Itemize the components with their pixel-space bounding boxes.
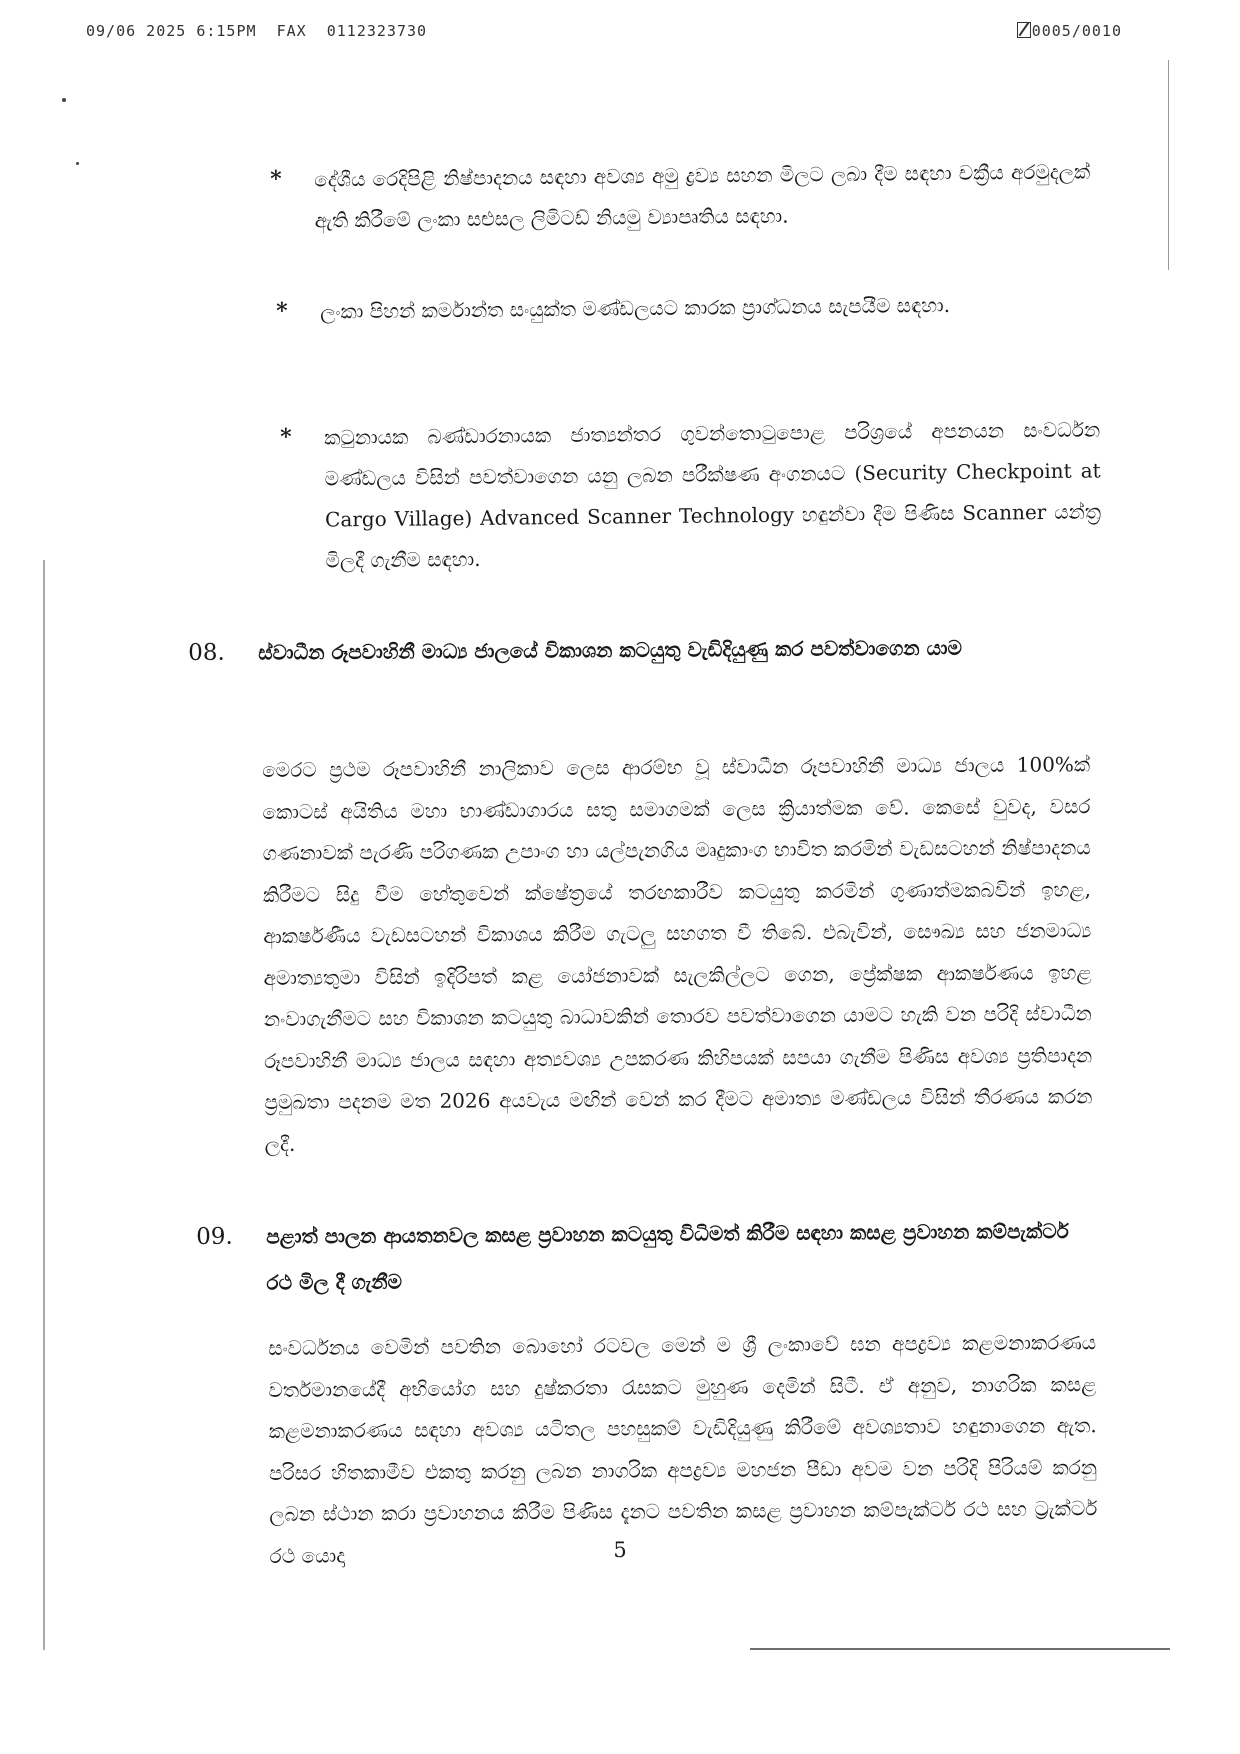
scan-speck — [62, 98, 66, 102]
fax-datetime: 09/06 2025 6:15PM — [86, 22, 257, 40]
section-title: පළාත් පාලන ආයතනවල කසළ ප්‍රවාහන කටයුතු විධිමත් කිරීම සඳහා කසළ ප්‍රවාහන කම්පැක්ටර් රථ මිල දී ගැනීම — [266, 1218, 1069, 1295]
section-title: ස්වාධීන රූපවාහිනී මාධ්‍ය ජාලයේ විකාශන කටයුතු වැඩිදියුණු කර පවත්වාගෙන යාම — [258, 635, 962, 665]
fax-mark-icon — [1017, 22, 1031, 38]
bullet-marker: * — [280, 423, 292, 450]
section-number: 08. — [188, 639, 225, 666]
fax-label: FAX — [276, 22, 307, 40]
scan-edge-line-left — [43, 560, 45, 1650]
bullet-marker: * — [276, 297, 288, 324]
fax-page-counter-text: 0005/0010 — [1031, 22, 1122, 40]
scan-speck — [76, 162, 79, 165]
section-number: 09. — [196, 1223, 233, 1250]
bullet-marker: * — [270, 165, 282, 192]
bullet-text: දේශීය රෙදිපිළි නිෂ්පාදනය සඳහා අවශ්‍ය අමු ද්‍රව්‍ය සහන මිලට ලබා දීම සඳහා චක්‍රීය අරමුදලක් ඇති කිරීමේ ලංකා සළුසල ලිමිටඩ් නියමු ව්‍යාපෘතිය සඳහා. — [314, 159, 1091, 233]
fax-header — [86, 22, 1122, 46]
fax-header-left — [86, 22, 427, 40]
scan-edge-line-right — [1168, 60, 1169, 270]
bullet-item — [280, 409, 1102, 582]
scan-footer-line — [750, 1648, 1170, 1650]
bullet-text: ලංකා පිහන් කර්මාන්ත සංයුක්ත මණ්ඩලයට කාරක ප්‍රාග්ධනය සැපයීම සඳහා. — [320, 292, 951, 324]
fax-number: 0112323730 — [326, 22, 428, 40]
section-body: මෙරට ප්‍රථම රූපවාහිනී නාලිකාව ලෙස ආරම්භ වූ ස්වාධීන රූපවාහිනී මාධ්‍ය ජාලය 100%ක් කොටස් අයිතිය මහා භාණ්ඩාගාරය සතු සමාගමක් ලෙස ක්‍රියාත්මක වේ. කෙසේ වුවද, වසර ගණනාවක් පැරණි පරිගණක උපාංග හා යල්පැනගිය මෘදුකාංග භාවිත කරමින් වැඩසටහන් නිෂ්පාදනය කිරීමට සිදු වීම හේතුවෙන් ක්ෂේත්‍රයේ තරඟකාරීව කටයුතු කරමින් ගුණාත්මකබවින් ඉහළ, ආකර්ෂණීය වැඩසටහන් විකාශය කිරීම ගැටලු සහගත වී තිබේ. එබැවින්, සෞඛ්‍ය සහ ජනමාධ්‍ය අමාත්‍යතුමා විසින් ඉදිරිපත් කළ යෝජනාවක් සැලකිල්ලට ගෙන, ප්‍රේක්ෂක ආකර්ෂණය ඉහළ නංවාගැනීමට සහ විකාශන කටයුතු බාධාවකින් තොරව පවත්වාගෙන යාමට හැකි වන පරිදි ස්වාධීන රූපවාහිනී මාධ්‍ය ජාලය සඳහා අත්‍යවශ්‍ය උපකරණ කිහිපයක් සපයා ගැනීම පිණිස අවශ්‍ය ප්‍රතිපාදන ප්‍රමුඛතා පදනම මත 2026 අයවැය මඟින් වෙන් කර දීමට අමාත්‍ය මණ්ඩලය විසින් තීරණය කරන ලදී. — [262, 752, 1093, 1156]
page-number: 5 — [613, 1538, 627, 1562]
bullet-text: කටුනායක බණ්ඩාරනායක ජාත්‍යන්තර ගුවන්තොටුපොළ පරිශ්‍රයේ අපනයන සංවර්ධන මණ්ඩලය විසින් පවත්වාගෙන යනු ලබන පරීක්ෂණ අංගනයට (Security Checkpoint at Cargo Village) Advanced Scanner Technology හඳුන්වා දීම පිණිස Scanner යන්ත්‍ර මිලදී ගැනීම සඳහා. — [324, 417, 1102, 573]
bullet-item — [276, 283, 1096, 333]
section-body: සංවර්ධනය වෙමින් පවතින බොහෝ රටවල මෙන් ම ශ්‍රී ලංකාවේ ඝන අපද්‍රව්‍ය කළමනාකරණය වර්තමානයේදී අභියෝග සහ දුෂ්කරතා රැසකට මුහුණ දෙමින් සිටී. ඒ අනුව, නාගරික කසළ කළමනාකරණය සඳහා අවශ්‍ය යටිතල පහසුකම් වැඩිදියුණු කිරීමේ අවශ්‍යතාව හඳුනාගෙන ඇත. පරිසර හිතකාමීව එකතු කරනු ලබන නාගරික අපද්‍රව්‍ය මහජන පීඩා අවම වන පරිදි පිරියම් කරනු ලබන ස්ථාන කරා ප්‍රවාහනය කිරීම පිණිස දැනට පවතින කසළ ප්‍රවාහන කම්පැක්ටර් රථ සහ ට්‍රැක්ටර් රථ යොදා — [268, 1330, 1098, 1568]
section-heading — [188, 624, 1088, 676]
fax-page-counter — [1017, 22, 1122, 40]
bullet-item — [270, 151, 1091, 242]
section-heading — [196, 1208, 1097, 1306]
